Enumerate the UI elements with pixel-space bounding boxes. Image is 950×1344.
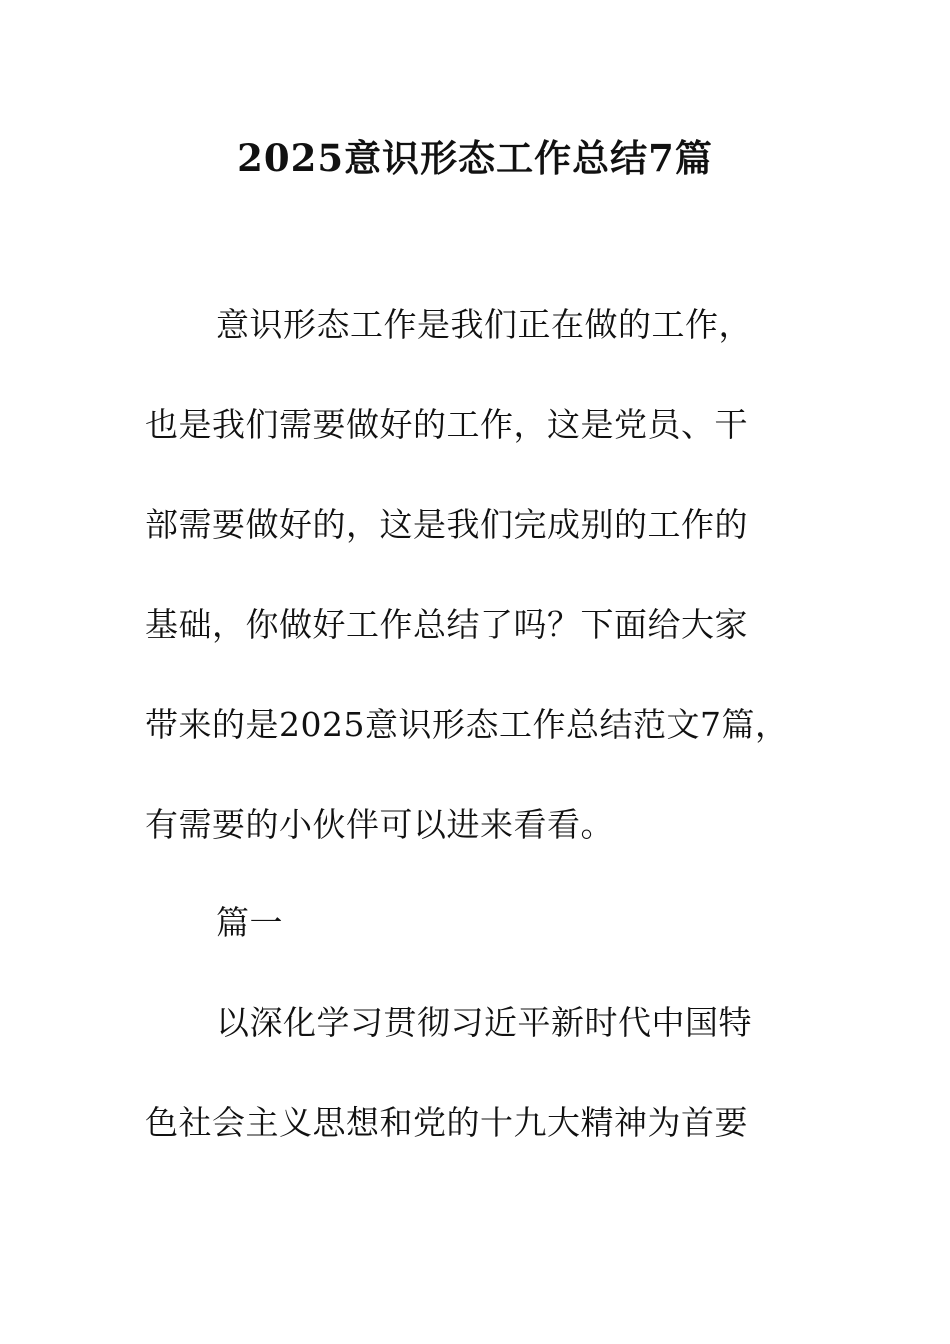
paragraph-line: 带来的是2025意识形态工作总结范文7篇， <box>145 705 789 744</box>
paragraph-line: 也是我们需要做好的工作，这是党员、干 <box>145 405 748 444</box>
section-heading: 篇一 <box>216 903 283 942</box>
document-title: 2025意识形态工作总结7篇 <box>237 136 713 180</box>
paragraph-line: 有需要的小伙伴可以进来看看。 <box>145 805 614 844</box>
paragraph-line: 意识形态工作是我们正在做的工作， <box>216 305 752 344</box>
paragraph-line: 基础，你做好工作总结了吗？下面给大家 <box>145 605 748 644</box>
paragraph-line: 部需要做好的，这是我们完成别的工作的 <box>145 505 748 544</box>
paragraph-line: 以深化学习贯彻习近平新时代中国特 <box>216 1003 752 1042</box>
paragraph-line: 色社会主义思想和党的十九大精神为首要 <box>145 1103 748 1142</box>
